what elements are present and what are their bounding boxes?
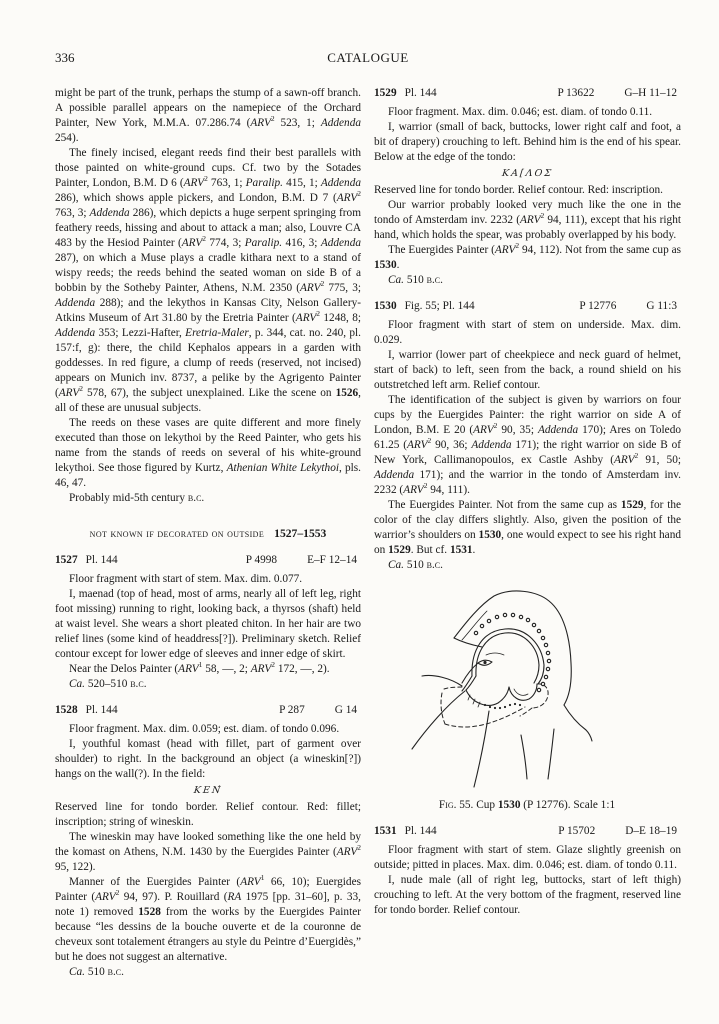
paragraph: might be part of the trunk, perhaps the stump of a sawn-off branch. A possible parallel appears on the namepiece of the Orchard Painter, New York, M.M.A. 07.286.74 (ARV$^2$ 523, 1; Addenda 254). (55, 87, 362, 144)
p-number: P 15702 (558, 825, 596, 837)
entry-1531 (374, 824, 681, 918)
entry-head (374, 86, 681, 101)
entry-paragraph: Manner of the Euergides Painter (ARV$^1$ 66, 10); Euergides Painter (ARV$^2$ 94, 97). P. Rouillard (RA 1975 [pp. 31–60], p. 33, note 1) removed 1528 from the works by the Euergides Painter because “les dessins de la bouche ouverte et de la couronne de cheveux sont totalement étrangers au style du Peintre d’Euergidès,” but he does not suggest an alternative. (55, 873, 361, 963)
grid-ref: E–F 12–14 (307, 554, 357, 566)
entry-paragraph: The identification of the subject is given by warriors on four cups by the Euergides Painter: the right warrior on side A of London, B.M. E 20 (ARV$^2$ 90, 35; Addenda 170); Ares on Toledo 61.25 (ARV$^2$ 90, 36; Addenda 171); the right warrior on side B of New York, Callimanopoulos, ex Castle Ashby (ARV$^2$ 91, 50; Addenda 171); and the warrior in the tondo of Amsterdam inv. 2232 (ARV$^2$ 94, 111). (374, 394, 682, 496)
grid-ref: G–H 11–12 (624, 87, 677, 99)
entry-number: 1528 (55, 704, 78, 716)
plate-ref: Pl. 144 (85, 554, 118, 566)
paragraph: The reeds on these vases are quite different and more finely executed than those on lekythoi by the Reed Painter, who gets his name from the stands of reeds on several of his white-ground lekythoi. See those figured by Kurtz, Athenian White Lekythoi, pls. 46, 47. (55, 417, 361, 489)
entry-1529 (374, 86, 681, 288)
grid-ref: D–E 18–19 (625, 825, 677, 837)
left-column (55, 86, 361, 980)
figure-caption: Fig. 55. Cup 1530 (P 12776). Scale 1:1 (438, 799, 616, 811)
section-heading (55, 526, 361, 542)
entry-paragraph: Our warrior probably looked very much like the one in the tondo of Amsterdam inv. 2232 (ARV$^2$ 94, 111), except that his right hand, which holds the spear, was probably overlapped by his body. (374, 199, 681, 241)
entry-paragraph: Floor fragment with start of stem. Max. dim. 0.077. (69, 573, 303, 585)
entry-paragraph: Ca. 510 b.c. (69, 966, 124, 978)
warrior-head-drawing (392, 583, 662, 793)
entry-paragraph: Floor fragment. Max. dim. 0.059; est. diam. of tondo 0.096. (69, 723, 340, 735)
inscription-facsimile-1528: ΚΕΝ́ (193, 785, 223, 796)
entry-1528 (55, 703, 361, 980)
plate-ref: Pl. 144 (404, 825, 437, 837)
entry-paragraph: Floor fragment. Max. dim. 0.046; est. diam. of tondo 0.11. (388, 106, 653, 118)
entry-paragraph: I, warrior (small of back, buttocks, lower right calf and foot, a bit of drapery) crouching to left. Behind him is the end of his spear. Below at the edge of the tondo: (374, 121, 681, 163)
entry-number: 1531 (374, 825, 397, 837)
entry-paragraph: Ca. 520–510 b.c. (69, 678, 147, 690)
grid-ref: G 14 (334, 704, 357, 716)
figure-55 (392, 583, 662, 813)
paragraph: Probably mid-5th century b.c. (69, 492, 205, 504)
running-head (55, 50, 681, 66)
plate-ref: Pl. 144 (404, 87, 437, 99)
plate-ref: Fig. 55; Pl. 144 (404, 300, 475, 312)
entry-number: 1529 (374, 87, 397, 99)
running-title: CATALOGUE (327, 50, 409, 65)
plate-ref: Pl. 144 (85, 704, 118, 716)
right-column (374, 86, 681, 918)
page-number: 336 (55, 50, 75, 65)
p-number: P 12776 (579, 300, 617, 312)
entry-paragraph: Floor fragment with start of stem on underside. Max. dim. 0.029. (374, 319, 681, 346)
section-heading-label: not known if decorated on outside (89, 528, 265, 540)
entry-paragraph: Floor fragment with start of stem. Glaze slightly greenish on outside; pitted in places. Max. dim. 0.046; est. diam. of tondo 0.11. (374, 844, 681, 871)
entry-paragraph: The Euergides Painter (ARV$^2$ 94, 112). Not from the same cup as 1530. (374, 241, 681, 271)
entry-paragraph: Near the Delos Painter (ARV$^1$ 58, —, 2; ARV$^2$ 172, —, 2). (69, 660, 330, 675)
entry-paragraph: I, maenad (top of head, most of arms, nearly all of left leg, right foot missing) running to right, looking back, a thyrsos (shaft) held at waist level. She wears a short pleated chiton. In her hair are two relief lines (some kind of headdress[?]). Preliminary sketch. Relief contour except for lower edge of sleeves and inner edge of skirt. (55, 588, 361, 660)
p-number: P 4998 (245, 554, 278, 566)
grid-ref: G 11:3 (646, 300, 677, 312)
entry-number: 1527 (55, 554, 78, 566)
entry-paragraph: Ca. 510 b.c. (388, 274, 443, 286)
entry-paragraph: The wineskin may have looked something like the one held by the komast on Athens, N.M. 1430 by the Euergides Painter (ARV$^2$ 95, 122). (55, 831, 361, 873)
p-number: P 13622 (557, 87, 595, 99)
entry-1530 (374, 299, 681, 573)
entry-head (55, 703, 361, 718)
entry-paragraph: I, warrior (lower part of cheekpiece and neck guard of helmet, start of back) to left, seen from the back, a round shield on his outstretched left arm. Relief contour. (374, 349, 681, 391)
section-heading-range: 1527–1553 (274, 527, 327, 540)
entry-paragraph: Ca. 510 b.c. (388, 559, 443, 571)
entry-paragraph: Reserved line for tondo border. Relief contour. Red: fillet; inscription; string of wineskin. (55, 801, 361, 828)
entry-head (374, 824, 681, 839)
entry-paragraph: Reserved line for tondo border. Relief contour. Red: inscription. (374, 184, 663, 196)
entry-paragraph: The Euergides Painter. Not from the same cup as 1529, for the color of the clay differs slightly. Also, given the position of the warrior’s shoulders on 1530, one would expect to see his right hand on 1529. But cf. 1531. (374, 499, 681, 556)
inscription-facsimile-1529: ΚΑ[ΛΟΣ (501, 168, 554, 179)
entry-head (55, 553, 361, 568)
entry-number: 1530 (374, 300, 397, 312)
p-number: P 287 (279, 704, 305, 716)
entry-paragraph: I, nude male (all of right leg, buttocks, start of left thigh) crouching to left. At the very bottom of the fragment, reserved line for tondo border. Relief contour. (374, 874, 681, 916)
entry-head (374, 299, 681, 314)
paragraph: The finely incised, elegant reeds find their best parallels with those painted on white-ground cups. Cf. two by the Sotades Painter, London, B.M. D 6 (ARV$^2$ 763, 1; Paralip. 415, 1; Addenda 286), which shows apple pickers, and London, B.M. D 7 (ARV$^2$ 763, 3; Addenda 286), which depicts a huge serpent springing from feathery reeds, hissing and about to attack a man; also, Louvre CA 483 by the Hesiod Painter (ARV$^2$ 774, 3; Paralip. 416, 3; Addenda 287), on which a Muse plays a cradle kithara next to a stand of wispy reeds; the reeds behind the seated woman on side B of a bobbin by the Sotheby Painter, Athens, N.M. 2350 (ARV$^2$ 775, 3; Addenda 288); and the lekythos in Kansas City, Nelson Gallery-Atkins Museum of Art 31.80 by the Eretria Painter (ARV$^2$ 1248, 8; Addenda 353; Lezzi-Hafter, Eretria-Maler, p. 344, cat. no. 240, pl. 157:f, g): there, the child Kephalos appears in a garden with goddesses. In red figure, a clump of reeds (reserved, not incised) appears on Munich inv. 8737, a pelike by the Agrigento Painter (ARV$^2$ 578, 67), the subject unexplained. Like the scene on 1526, all of these are unusual subjects. (55, 147, 361, 414)
entry-1527 (55, 553, 361, 692)
entry-paragraph: I, youthful komast (head with fillet, part of garment over shoulder) to right. In the background an object (a wineskin[?]) hangs on the wall(?). In the field: (55, 738, 361, 780)
